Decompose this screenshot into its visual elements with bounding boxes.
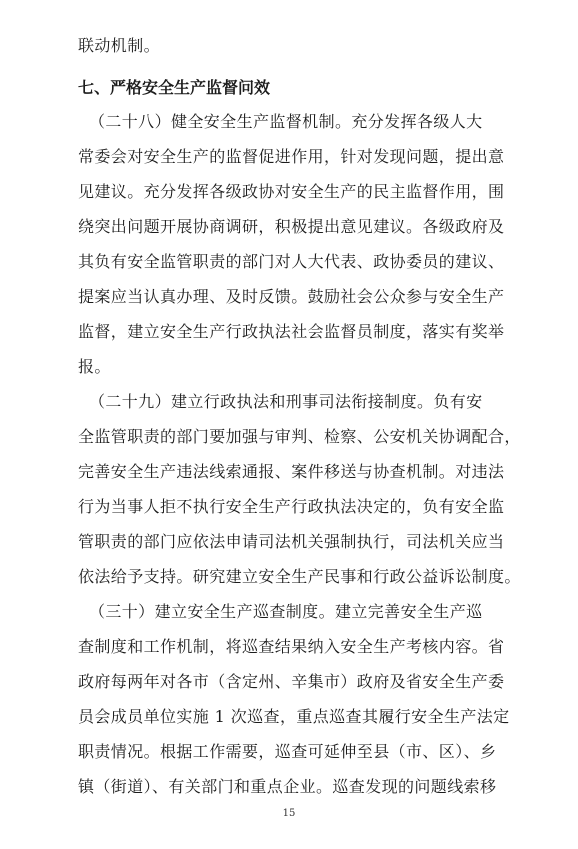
text-line: 管职责的部门应依法申请司法机关强制执行，司法机关应当	[78, 532, 505, 551]
text-line: 员会成员单位实施 1 次巡查，重点巡查其履行安全生产法定	[78, 707, 510, 726]
section-heading: 七、严格安全生产监督问效	[78, 78, 271, 97]
text-line: 全监管职责的部门要加强与审判、检察、公安机关协调配合，	[78, 427, 521, 446]
text-line: 查制度和工作机制，将巡查结果纳入安全生产考核内容。省	[78, 637, 505, 656]
text-line: 提案应当认真办理、及时反馈。鼓励社会公众参与安全生产	[78, 287, 505, 306]
text-line: （三十）建立安全生产巡查制度。建立完善安全生产巡	[78, 602, 483, 621]
text-line: 绕突出问题开展协商调研，积极提出意见建议。各级政府及	[78, 217, 505, 236]
text-line: 政府每两年对各市（含定州、辛集市）政府及省安全生产委	[78, 672, 505, 691]
page-number: 15	[282, 808, 296, 819]
text-line: 依法给予支持。研究建立安全生产民事和行政公益诉讼制度。	[78, 567, 521, 586]
text-line: 监督，建立安全生产行政执法社会监督员制度，落实有奖举	[78, 322, 505, 341]
text-line: 报。	[78, 357, 111, 376]
text-line: 联动机制。	[78, 36, 161, 55]
text-line: 镇（街道）、有关部门和重点企业。巡查发现的问题线索移	[78, 777, 497, 796]
text-line: 完善安全生产违法线索通报、案件移送与协查机制。对违法	[78, 462, 505, 481]
text-line: 常委会对安全生产的监督促进作用，针对发现问题，提出意	[78, 147, 505, 166]
text-line: （二十八）健全安全生产监督机制。充分发挥各级人大	[78, 112, 483, 131]
text-line: 行为当事人拒不执行安全生产行政执法决定的，负有安全监	[78, 497, 505, 516]
text-line: 其负有安全监管职责的部门对人大代表、政协委员的建议、	[78, 252, 505, 271]
text-line: 见建议。充分发挥各级政协对安全生产的民主监督作用，围	[78, 182, 505, 201]
text-line: （二十九）建立行政执法和刑事司法衔接制度。负有安	[78, 392, 483, 411]
text-line: 职责情况。根据工作需要，巡查可延伸至县（市、区）、乡	[78, 742, 497, 761]
